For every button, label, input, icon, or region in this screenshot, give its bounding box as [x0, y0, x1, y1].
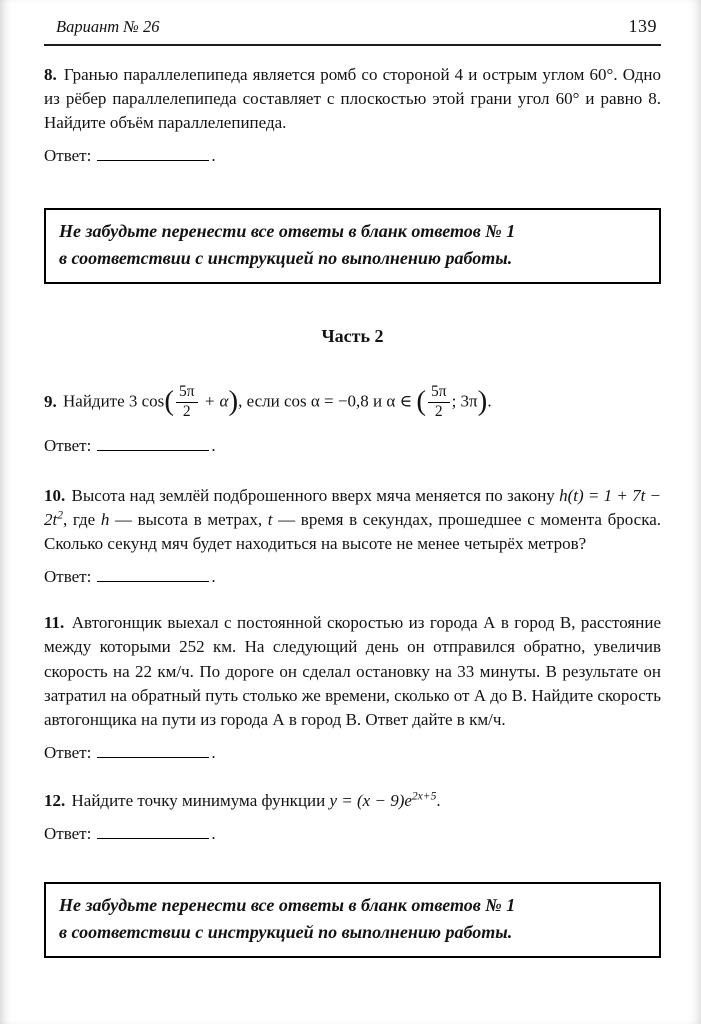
problem-11-text: [44, 611, 661, 732]
answer-blank: [97, 568, 209, 582]
fraction-1-denominator: 2: [182, 402, 191, 420]
answer-period: .: [211, 435, 216, 455]
answer-label: Ответ:: [44, 742, 92, 762]
answer-blank: [97, 436, 209, 450]
fraction-2-numerator: 5π: [428, 384, 450, 402]
answer-label: Ответ:: [44, 146, 92, 166]
fraction-1: [176, 384, 198, 420]
fraction-1-numerator: 5π: [176, 384, 198, 402]
answer-period: .: [211, 146, 216, 166]
variant-label: Вариант № 26: [56, 17, 160, 36]
problem-9-seg2: + α: [199, 392, 229, 412]
problem-10-seg4: — время в секундах, прошедшее с момента броска. Сколько секунд мяч будет находиться на высоте не менее четырёх метров?: [44, 510, 662, 554]
answer-blank: [97, 743, 209, 757]
fraction-2: [428, 384, 450, 420]
problem-12-seg2: .: [436, 790, 441, 810]
problem-10-var-h: h: [100, 510, 110, 530]
problem-11-answer-line: [44, 743, 661, 763]
problem-9-seg4: ; 3π: [451, 392, 478, 412]
problem-9-text: 9. Найдите 3 cos( $\frac{5\pi}{2}$ + α), если cos α = −0,8 и α ∈ ( $\frac{5\pi}{2}$ ; 3π).: [44, 383, 492, 420]
problem-10-text: [44, 484, 661, 556]
answer-blank: [97, 147, 209, 161]
problem-8-body: Гранью параллелепипеда является ромб со стороной 4 и острым углом 60°. Одно из рёбер параллелепипеда составляет с плоскостью этой грани угол 60° и равно 8. Найдите объём параллелепипеда.: [44, 65, 661, 133]
notice-line-2: в соответствии с инструкцией по выполнению работы.: [59, 922, 513, 943]
problem-9-seg5: .: [487, 392, 492, 412]
problem-10-var-t: t: [267, 510, 273, 530]
problem-12: [44, 789, 661, 844]
answer-label: Ответ:: [44, 567, 92, 587]
page-number: 139: [628, 16, 657, 36]
problem-12-answer-line: [44, 824, 661, 844]
notice-box-bottom: [44, 882, 661, 958]
problem-12-seg1: Найдите точку минимума функции: [71, 790, 330, 810]
problem-10-superscript: 2: [57, 508, 64, 522]
problem-9-seg1: Найдите 3 cos: [63, 392, 165, 412]
notice-line-1: Не забудьте перенести все ответы в бланк ответов № 1: [59, 221, 516, 242]
problem-10-number: 10.: [44, 485, 66, 505]
answer-period: .: [211, 567, 216, 587]
problem-9-answer-line: [44, 436, 661, 456]
answer-period: .: [211, 824, 216, 844]
problem-9-seg3: , если cos α = −0,8 и α ∈: [238, 392, 417, 412]
problem-12-formula: y = (x − 9)e: [329, 790, 412, 810]
problem-10-seg1: Высота над землёй подброшенного вверх мяча меняется по закону: [71, 485, 560, 505]
problem-12-superscript: 2x+5: [411, 789, 437, 803]
answer-label: Ответ:: [44, 435, 92, 455]
problem-10: [44, 484, 661, 587]
problem-10-formula: h(t) = 1 + 7t − 2t: [44, 485, 662, 530]
notice-line-1: Не забудьте перенести все ответы в бланк ответов № 1: [59, 895, 516, 916]
problem-10-seg3: — высота в метрах,: [109, 510, 268, 530]
problem-12-text: [44, 789, 661, 813]
problem-11-body: Автогонщик выехал с постоянной скоростью из города А в город В, расстояние между которыми 252 км. На следующий день он отправился обратно, увеличив скорость на 22 км/ч. По дороге он сделал остановку на 33 минуты. В результате он затратил на обратный путь столько же времени, сколько от А до В. Найдите скорость автогонщика на пути из города А в город В. Ответ дайте в км/ч.: [44, 613, 661, 729]
problem-11-number: 11.: [44, 613, 65, 633]
problem-9-number: 9.: [44, 392, 57, 412]
problem-8-number: 8.: [44, 65, 57, 84]
notice-box-top: [44, 208, 661, 284]
problem-9: [44, 385, 661, 456]
problem-12-number: 12.: [44, 790, 66, 810]
problem-10-seg2: , где: [63, 510, 101, 530]
problem-11: [44, 611, 661, 763]
answer-blank: [97, 825, 209, 839]
problem-8-answer-line: [44, 146, 661, 166]
answer-period: .: [211, 742, 216, 762]
page-header: [44, 16, 661, 46]
problem-10-answer-line: [44, 567, 661, 587]
fraction-2-denominator: 2: [434, 402, 443, 420]
answer-label: Ответ:: [44, 824, 92, 844]
part2-heading: Часть 2: [321, 326, 384, 347]
notice-line-2: в соответствии с инструкцией по выполнению работы.: [59, 248, 513, 269]
problem-8-text: [44, 63, 661, 135]
problem-8: [44, 63, 661, 166]
